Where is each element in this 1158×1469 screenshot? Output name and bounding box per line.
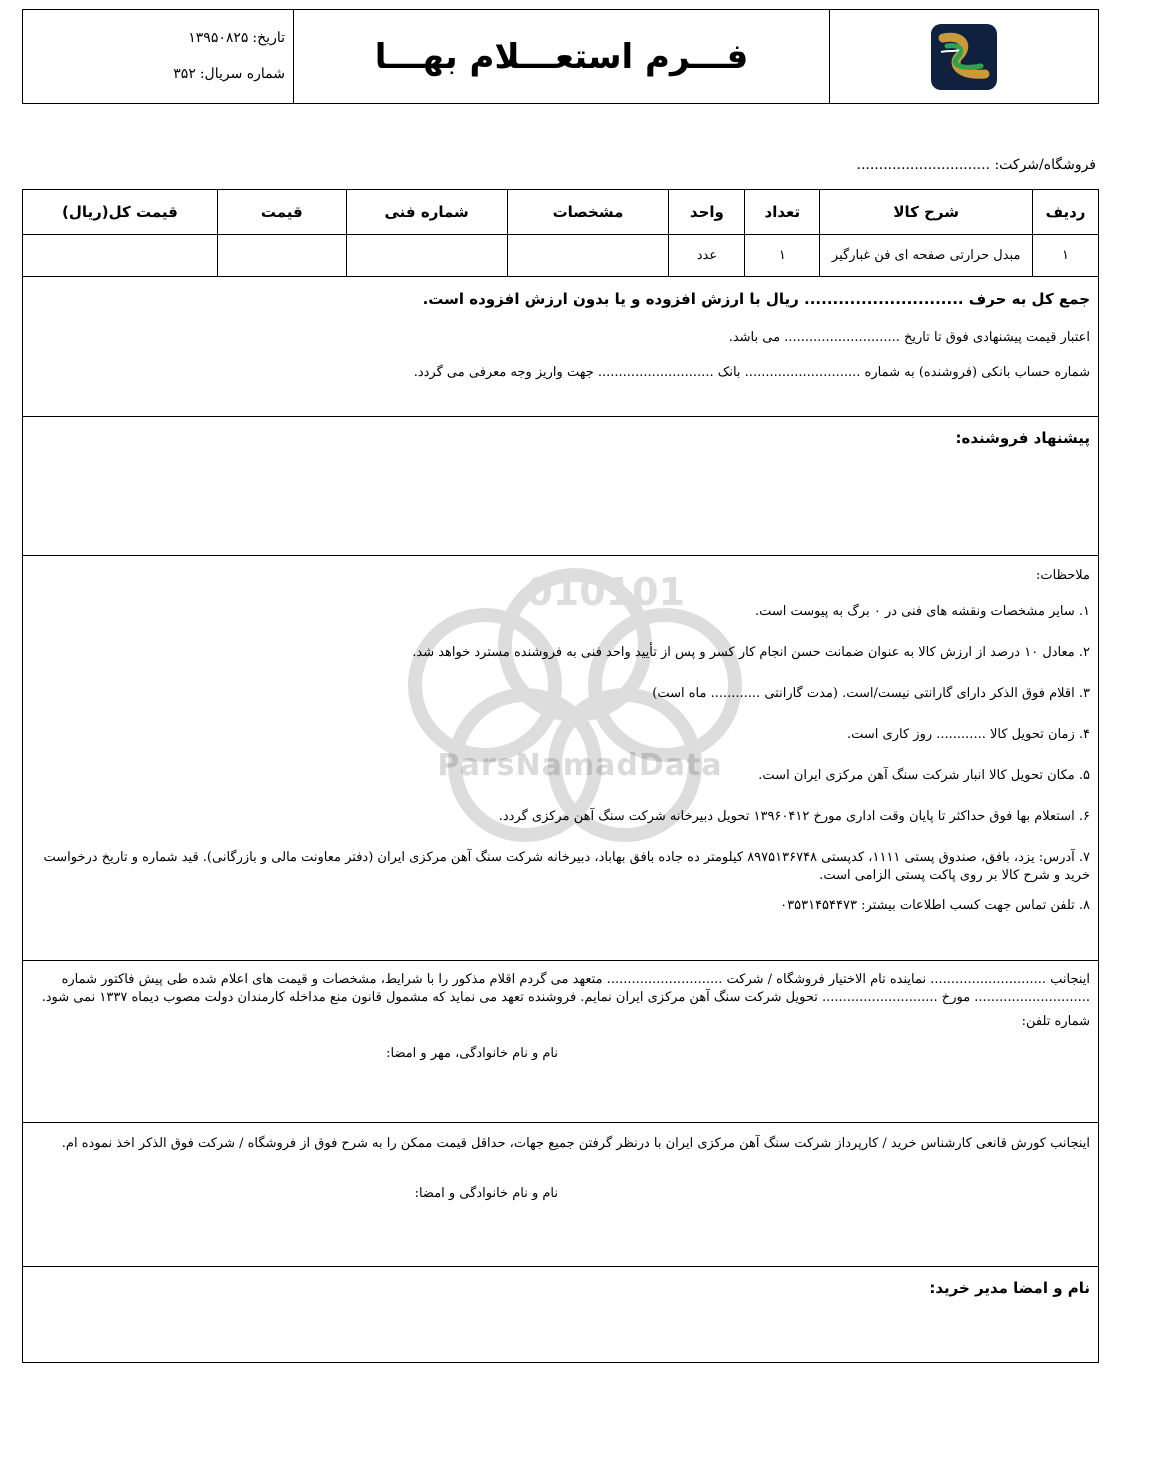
list-item: ۷. آدرس: یزد، بافق، صندوق پستی ۱۱۱۱، کدپستی ۸۹۷۵۱۳۶۷۴۸ کیلومتر ده جاده بافق بهاباد، دبیرخانه شرکت سنگ آهن مرکزی ایران (دفتر معاونت مالی و بازرگانی). قید شماره و تاریخ درخواست خرید و شرح کالا بر روی پاکت پستی الزامی است. xyxy=(43,850,1090,883)
bank-account: شماره حساب بانکی (فروشنده) به شماره ............................ بانک ............................ جهت واریز وجه معرفی می گردد. xyxy=(413,365,1090,380)
serial-label: شماره سریال: xyxy=(199,66,285,82)
cell-row-no: ۱ xyxy=(1033,235,1099,277)
commitment-text: اینجانب ............................ نماینده تام الاختیار فروشگاه / شرکت ............................ متعهد می گردم اقلام مذکور را با شرایط، مشخصات و قیمت های اعلام شده طی پیش فاکتور شماره ............................ مورخ ............................ تحویل شرکت سنگ آهن مرکزی ایران نمایم. فروشنده تعهد می نماید که مشمول قانون منع مداخله کارمندان دولت مصوب دیماه ۱۳۳۷ نمی شود. xyxy=(41,972,1090,1005)
commitment-section xyxy=(22,961,1099,1123)
shop-company-line: فروشگاه/شرکت: .............................. xyxy=(856,157,1096,173)
col-header-total-price: قیمت کل(ریال) xyxy=(23,190,218,235)
form-title: فـــرم استعـــلام بهـــا xyxy=(374,36,749,77)
logo-cell xyxy=(829,10,1098,103)
expert-text: اینجانب کورش قانعی کارشناس خرید / کارپرداز شرکت سنگ آهن مرکزی ایران با درنظر گرفتن جمیع جهات، حداقل قیمت ممکن را به شرح فوق از فروشگاه / شرکت فوق الذکر اخذ نموده ام. xyxy=(61,1136,1090,1151)
price-validity: اعتبار قیمت پیشنهادی فوق تا تاریخ ............................ می باشد. xyxy=(728,330,1090,345)
seller-signature-label: نام و نام خانوادگی، مهر و امضا: xyxy=(386,1046,558,1061)
list-item: ۳. اقلام فوق الذکر دارای گارانتی نیست/است. (مدت گارانتی ............ ماه است) xyxy=(652,686,1090,701)
items-table xyxy=(22,189,1099,277)
watermark-text: ParsNamadData xyxy=(437,748,723,783)
phone-label: شماره تلفن: xyxy=(1021,1014,1090,1029)
cell-total-price xyxy=(23,235,218,277)
list-item: ۶. استعلام بها فوق حداکثر تا پایان وقت اداری مورخ ۱۳۹۶۰۴۱۲ تحویل دبیرخانه شرکت سنگ آهن مرکزی گردد. xyxy=(498,809,1090,824)
cell-unit: عدد xyxy=(669,235,745,277)
table-row xyxy=(23,235,1099,277)
watermark-digits: 010101 xyxy=(526,570,685,614)
total-section xyxy=(22,276,1099,417)
list-item: ۱. سایر مشخصات ونقشه های فنی در ۰ برگ به پیوست است. xyxy=(754,604,1090,619)
total-in-words: جمع کل به حرف ............................ ریال با ارزش افزوده و یا بدون ارزش افزوده است. xyxy=(422,290,1090,308)
seller-offer-title: پیشنهاد فروشنده: xyxy=(955,429,1090,447)
purchase-manager-section xyxy=(22,1267,1099,1363)
col-header-price: قیمت xyxy=(217,190,346,235)
list-item: ۴. زمان تحویل کالا ............ روز کاری است. xyxy=(847,727,1090,742)
table-header-row xyxy=(23,190,1099,235)
purchase-expert-section xyxy=(22,1123,1099,1267)
col-header-specs: مشخصات xyxy=(507,190,669,235)
col-header-description: شرح کالا xyxy=(820,190,1033,235)
expert-signature-label: نام و نام خانوادگی و امضا: xyxy=(414,1186,558,1201)
cell-quantity: ۱ xyxy=(745,235,820,277)
form-header xyxy=(22,9,1099,104)
col-header-unit: واحد xyxy=(669,190,745,235)
date-label: تاریخ: xyxy=(252,30,285,46)
notes-section xyxy=(22,556,1099,961)
date-value: ۱۳۹۵۰۸۲۵ xyxy=(188,30,249,46)
notes-title: ملاحظات: xyxy=(1036,568,1090,583)
seller-offer-section xyxy=(22,417,1099,556)
form-title-cell xyxy=(293,10,829,103)
list-item: ۲. معادل ۱۰ درصد از ارزش کالا به عنوان ضمانت حسن انجام کار کسر و پس از تأیید واحد فنی به فروشنده مسترد خواهد شد. xyxy=(412,645,1090,660)
company-logo-icon xyxy=(929,22,999,92)
notes-list xyxy=(31,603,1090,915)
col-header-row-no: ردیف xyxy=(1033,190,1099,235)
col-header-tech-no: شماره فنی xyxy=(346,190,507,235)
list-item: ۸. تلفن تماس جهت کسب اطلاعات بیشتر: ۰۳۵۳۱۴۵۴۴۷۳ xyxy=(780,898,1090,913)
list-item: ۵. مکان تحویل کالا انبار شرکت سنگ آهن مرکزی ایران است. xyxy=(758,768,1090,783)
serial-row xyxy=(23,56,285,92)
serial-value: ۳۵۲ xyxy=(173,66,196,82)
date-row xyxy=(23,20,285,56)
cell-specs xyxy=(507,235,669,277)
form-meta xyxy=(23,10,293,103)
col-header-quantity: تعداد xyxy=(745,190,820,235)
cell-price xyxy=(217,235,346,277)
manager-signature-label: نام و امضا مدیر خرید: xyxy=(929,1279,1090,1297)
cell-description: مبدل حرارتی صفحه ای فن غبارگیر xyxy=(820,235,1033,277)
cell-tech-no xyxy=(346,235,507,277)
